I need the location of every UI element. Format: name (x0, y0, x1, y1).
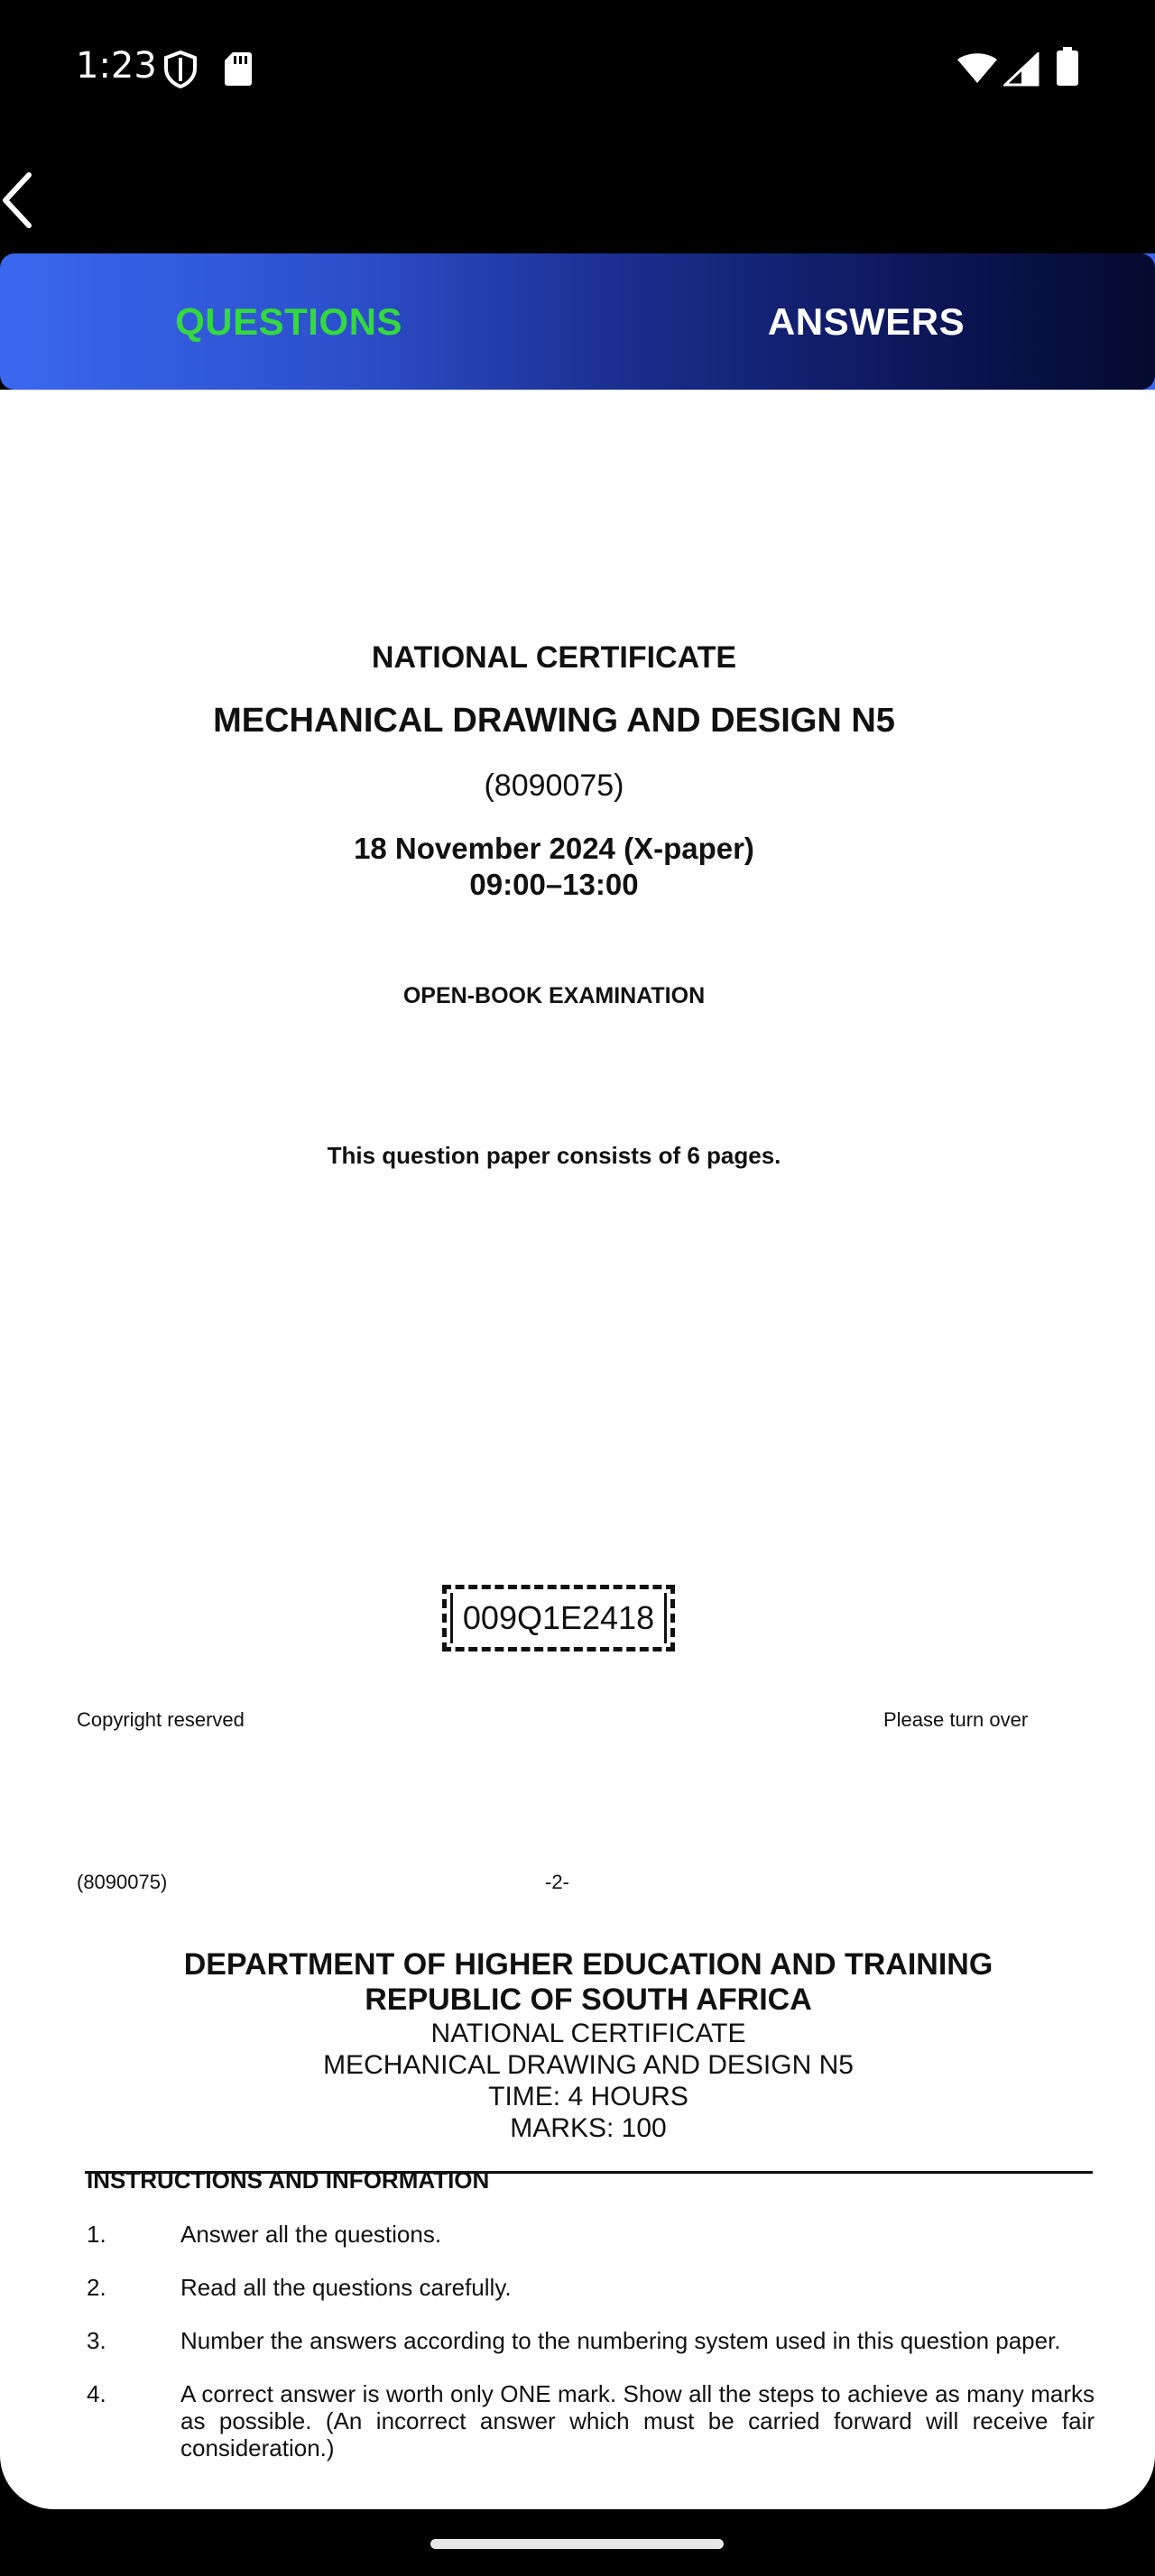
back-button[interactable] (0, 171, 54, 235)
page2-page-number: -2- (545, 1871, 569, 1893)
copyright-note: Copyright reserved (77, 1708, 245, 1731)
page1-code: (8090075) (484, 768, 624, 803)
turn-over-note: Please turn over (883, 1708, 1029, 1731)
instruction-number: 4. (87, 2380, 106, 2407)
signal-icon (1003, 52, 1040, 87)
shield-icon (162, 51, 199, 88)
instructions-heading: INSTRUCTIONS AND INFORMATION (87, 2167, 490, 2194)
paper-id-box (442, 1585, 675, 1651)
instruction-text: Number the answers according to the numbering system used in this question paper. (180, 2327, 1061, 2354)
page2-header-code: (8090075) (77, 1871, 168, 1893)
page1-subject: MECHANICAL DRAWING AND DESIGN N5 (213, 702, 895, 740)
instruction-text: Answer all the questions. (180, 2221, 442, 2248)
page2-certificate: NATIONAL CERTIFICATE (430, 2019, 746, 2048)
page2-time: TIME: 4 HOURS (488, 2082, 688, 2111)
page1-exam-type: OPEN-BOOK EXAMINATION (402, 983, 706, 1008)
battery-icon (1056, 47, 1079, 87)
paper-id: 009Q1E2418 (462, 1599, 655, 1636)
page1-date: 18 November 2024 (X-paper) (354, 832, 754, 865)
instruction-number: 2. (87, 2274, 106, 2301)
status-bar (0, 0, 1155, 135)
tab-bar (0, 253, 1155, 390)
page2-country: REPUBLIC OF SOUTH AFRICA (365, 1983, 812, 2017)
tab-questions[interactable]: QUESTIONS (175, 299, 402, 343)
instruction-text: Read all the questions carefully. (180, 2274, 512, 2301)
wifi-icon (956, 52, 998, 85)
home-gesture-handle[interactable] (430, 2539, 724, 2549)
app-bar (0, 135, 1155, 253)
sd-card-icon (224, 51, 253, 87)
page2-marks: MARKS: 100 (510, 2113, 667, 2143)
status-time: 1:23 (76, 45, 157, 87)
instruction-number: 3. (87, 2327, 106, 2354)
page2-subject: MECHANICAL DRAWING AND DESIGN N5 (323, 2050, 854, 2080)
page1-time: 09:00–13:00 (469, 868, 639, 901)
chevron-left-icon (0, 171, 36, 229)
pdf-viewer[interactable] (0, 390, 1155, 2509)
instruction-text: A correct answer is worth only ONE mark. Show all the steps to achieve as many marks as possible. (An incorrect answer which must be carried forward will receive fair consideration.) (180, 2380, 1095, 2461)
instruction-number: 1. (87, 2221, 106, 2248)
page2-department: DEPARTMENT OF HIGHER EDUCATION AND TRAINING (183, 1947, 993, 1982)
page1-certificate: NATIONAL CERTIFICATE (371, 640, 737, 675)
tab-answers[interactable]: ANSWERS (767, 299, 966, 343)
page1-pages-note: This question paper consists of 6 pages. (327, 1142, 781, 1169)
